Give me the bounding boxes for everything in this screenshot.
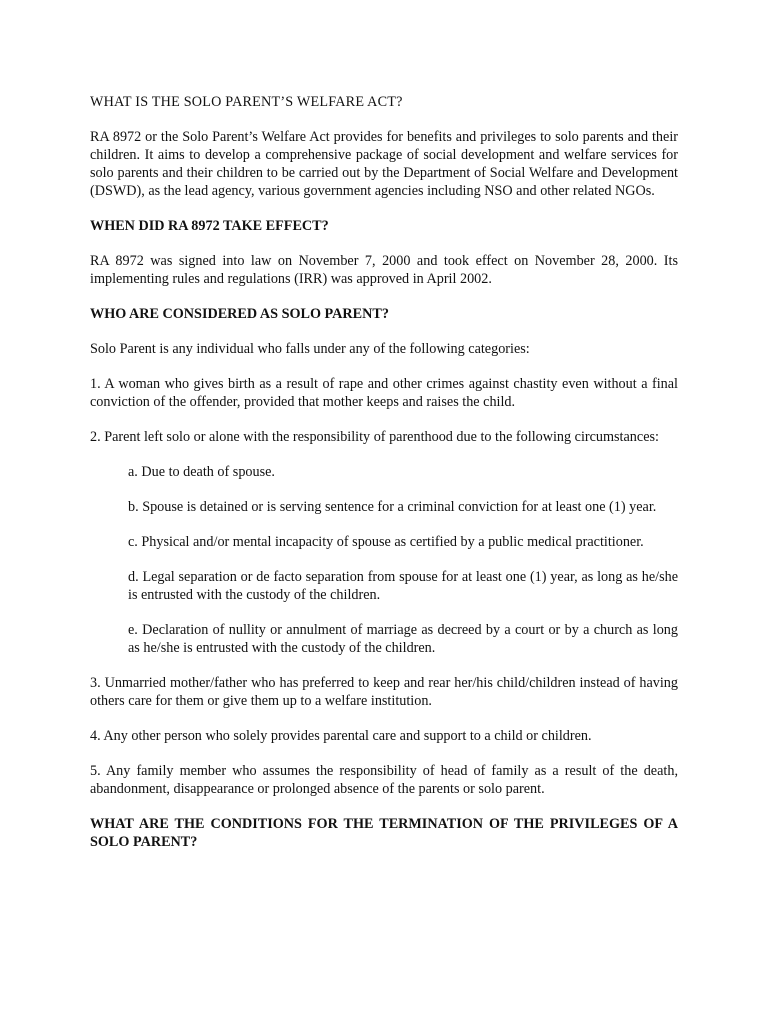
heading-who-solo-parent: WHO ARE CONSIDERED AS SOLO PARENT? [90, 306, 389, 322]
sub-item-c: c. Physical and/or mental incapacity of spouse as certified by a public medical practitioner. [128, 534, 644, 550]
heading-welfare-act: WHAT IS THE SOLO PARENT’S WELFARE ACT? [90, 94, 403, 110]
list-item-5: 5. Any family member who assumes the responsibility of head of family as a result of the death, abandonment, disappearance or prolonged absence of the parents or solo parent. [90, 763, 678, 797]
sub-item-d: d. Legal separation or de facto separation from spouse for at least one (1) year, as long as he/she is entrusted with the custody of the children. [128, 569, 678, 603]
list-item-2: 2. Parent left solo or alone with the responsibility of parenthood due to the following circumstances: [90, 429, 659, 445]
paragraph-welfare-act: RA 8972 or the Solo Parent’s Welfare Act provides for benefits and privileges to solo parents and their children. It aims to develop a comprehensive package of social development and welfare services for solo parents and their children to be carried out by the Department of Social Welfare and Development (DSWD), as the lead agency, various government agencies including NSO and other related NGOs. [90, 129, 678, 199]
heading-termination-conditions: WHAT ARE THE CONDITIONS FOR THE TERMINATION OF THE PRIVILEGES OF A SOLO PARENT? [90, 816, 678, 850]
sub-item-b: b. Spouse is detained or is serving sentence for a criminal conviction for at least one (1) year. [128, 499, 657, 515]
list-item-3: 3. Unmarried mother/father who has preferred to keep and rear her/his child/children instead of having others care for them or give them up to a welfare institution. [90, 675, 678, 709]
sub-item-a: a. Due to death of spouse. [128, 464, 275, 480]
list-item-1: 1. A woman who gives birth as a result of rape and other crimes against chastity even without a final conviction of the offender, provided that mother keeps and raises the child. [90, 376, 678, 410]
paragraph-take-effect: RA 8972 was signed into law on November 7, 2000 and took effect on November 28, 2000. Its implementing rules and regulations (IRR) was approved in April 2002. [90, 253, 678, 287]
list-item-4: 4. Any other person who solely provides parental care and support to a child or children. [90, 728, 592, 744]
paragraph-categories-intro: Solo Parent is any individual who falls under any of the following categories: [90, 341, 530, 357]
heading-take-effect: WHEN DID RA 8972 TAKE EFFECT? [90, 218, 329, 234]
sub-item-e: e. Declaration of nullity or annulment of marriage as decreed by a court or by a church as long as he/she is entrusted with the custody of the children. [128, 622, 678, 656]
document-page [90, 93, 678, 851]
